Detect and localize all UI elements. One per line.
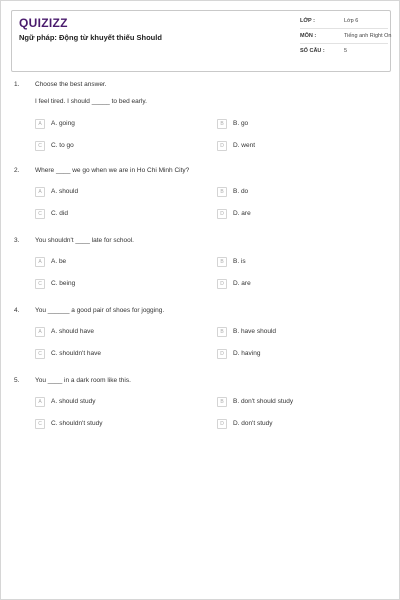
meta-row-grade (300, 15, 388, 29)
meta-value: Tiếng anh Right On (344, 33, 392, 39)
option-letter-box: C (35, 279, 45, 289)
option-text: C. shouldn't study (51, 420, 103, 427)
option-text: B. do (233, 188, 249, 195)
option-letter-box: B (217, 327, 227, 337)
option-letter-box: D (217, 349, 227, 359)
option-text: D. don't study (233, 420, 273, 427)
worksheet-header (11, 10, 391, 72)
question-number: 2. (14, 167, 20, 174)
option-letter-box: C (35, 349, 45, 359)
option-text: A. should (51, 188, 79, 195)
option-text: B. go (233, 120, 249, 127)
worksheet-title: Ngữ pháp: Động từ khuyết thiếu Should (19, 33, 162, 42)
option-text: D. having (233, 350, 261, 357)
quizizz-logo: QUIZIZZ (19, 16, 68, 30)
option-text: D. are (233, 210, 251, 217)
option-letter-box: C (35, 141, 45, 151)
option-text: A. should study (51, 398, 96, 405)
meta-label: LỚP : (300, 18, 315, 24)
option-text: B. don't should study (233, 398, 294, 405)
option-text: B. is (233, 258, 246, 265)
question-number: 5. (14, 377, 20, 384)
question-number: 4. (14, 307, 20, 314)
meta-row-subject (300, 30, 392, 44)
option-letter-box: C (35, 209, 45, 219)
meta-value: 5 (344, 48, 348, 54)
question-subtext: I feel tired. I should _____ to bed early. (35, 98, 147, 105)
question-text: You shouldn't ____ late for school. (35, 237, 134, 244)
option-text: A. should have (51, 328, 95, 335)
meta-info (300, 15, 392, 60)
option-letter-box: A (35, 327, 45, 337)
option-text: B. have should (233, 328, 277, 335)
option-letter-box: D (217, 419, 227, 429)
option-letter-box: B (217, 119, 227, 129)
option-text: C. being (51, 280, 76, 287)
question-text: Choose the best answer. (35, 81, 107, 88)
question-number: 1. (14, 81, 20, 88)
option-letter-box: B (217, 397, 227, 407)
option-text: C. to go (51, 142, 74, 149)
meta-row-question-count (300, 45, 388, 59)
option-letter-box: B (217, 257, 227, 267)
question-text: Where ____ we go when we are in Ho Chi Minh City? (35, 167, 190, 174)
option-text: D. are (233, 280, 251, 287)
option-letter-box: A (35, 119, 45, 129)
option-letter-box: C (35, 419, 45, 429)
question-text: You ____ in a dark room like this. (35, 377, 131, 384)
option-text: A. going (51, 120, 75, 127)
meta-value: Lớp 6 (344, 18, 359, 24)
question-number: 3. (14, 237, 20, 244)
option-text: C. did (51, 210, 68, 217)
option-letter-box: B (217, 187, 227, 197)
meta-label: MÔN : (300, 33, 317, 39)
option-text: D. went (233, 142, 256, 149)
meta-label: SỐ CÂU : (300, 48, 325, 54)
option-letter-box: D (217, 209, 227, 219)
option-letter-box: A (35, 187, 45, 197)
option-text: A. be (51, 258, 67, 265)
option-letter-box: D (217, 141, 227, 151)
question-text: You ______ a good pair of shoes for jogging. (35, 307, 165, 314)
option-text: C. shouldn't have (51, 350, 102, 357)
option-letter-box: D (217, 279, 227, 289)
option-letter-box: A (35, 397, 45, 407)
option-letter-box: A (35, 257, 45, 267)
